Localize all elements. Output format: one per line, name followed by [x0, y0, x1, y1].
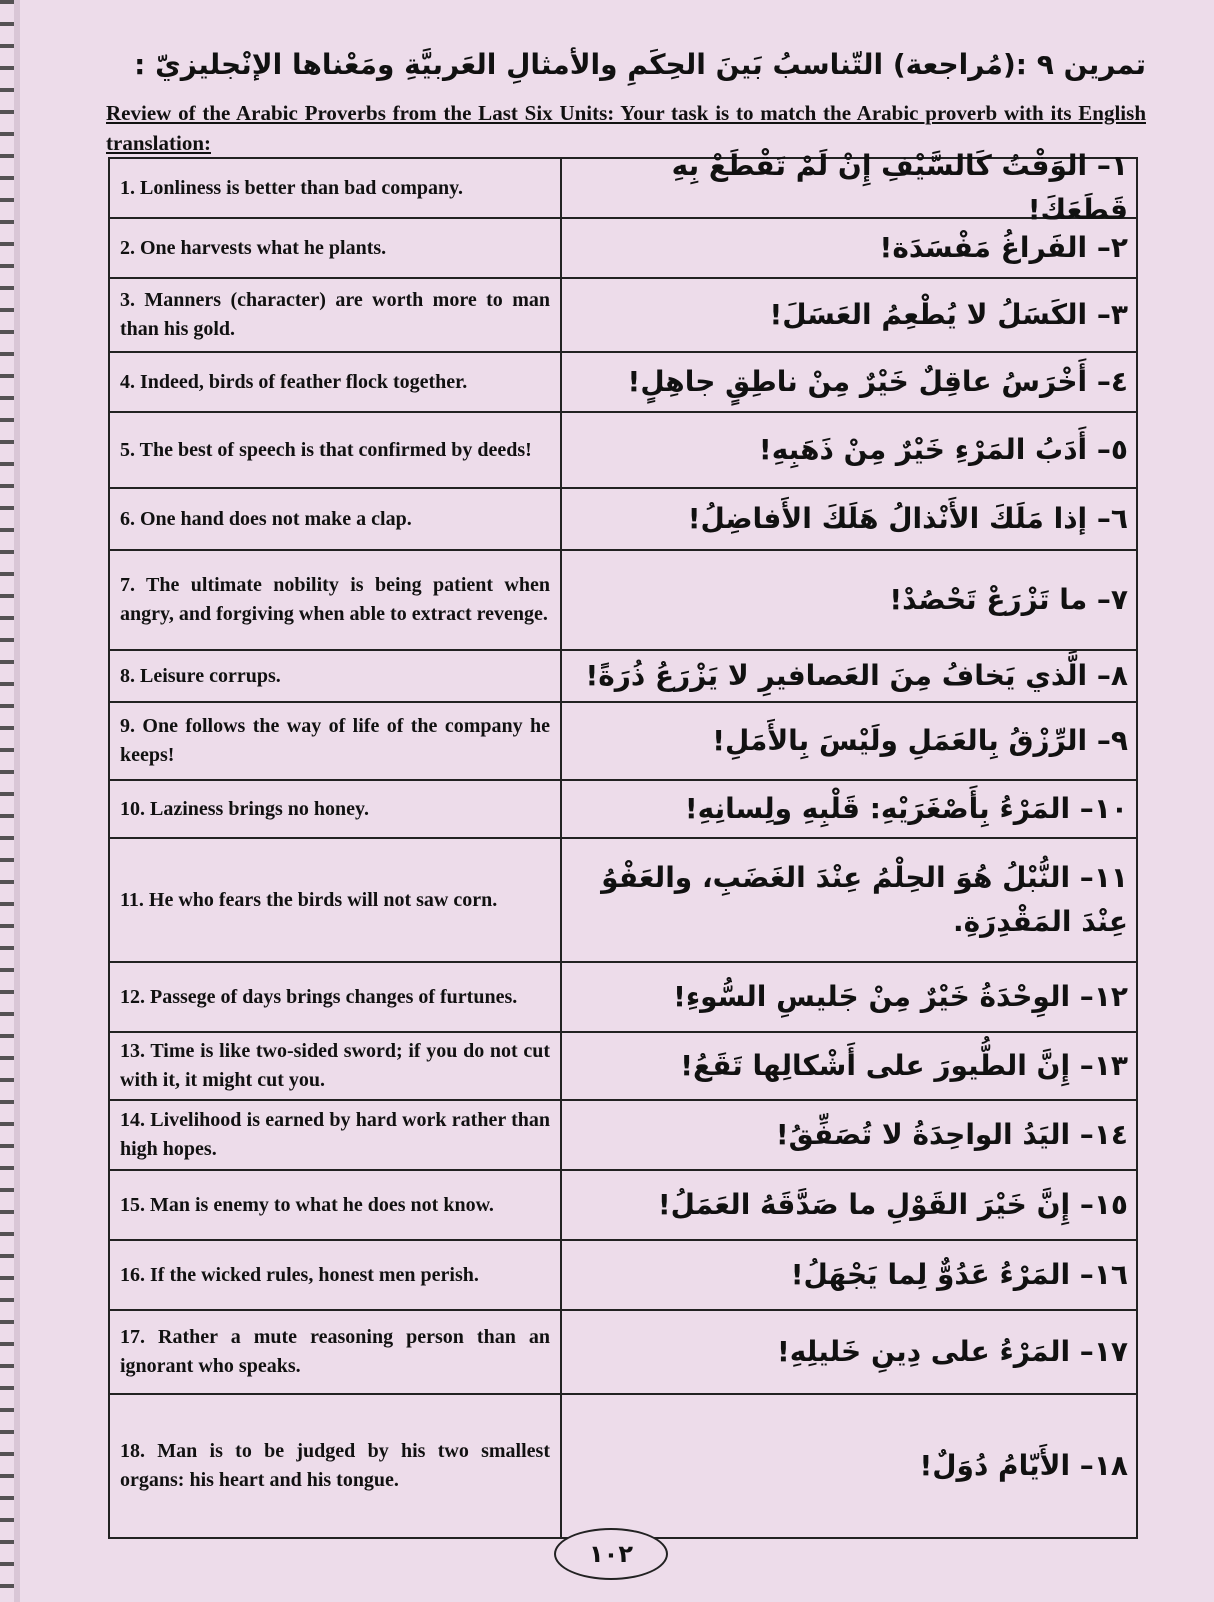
- table-row: [110, 1101, 1136, 1171]
- arabic-cell: ١١– النُّبْلُ هُوَ الحِلْمُ عِنْدَ الغَضَبِ، والعَفْوُ عِنْدَ المَقْدِرَةِ.: [601, 861, 1128, 938]
- table-row: [110, 279, 1136, 353]
- table-row: [110, 963, 1136, 1033]
- table-row: [110, 489, 1136, 551]
- table-row: [110, 353, 1136, 413]
- instructions-text: Review of the Arabic Proverbs from the Last Six Units: Your task is to match the Arabic proverb with its English translation:: [106, 101, 1146, 155]
- arabic-cell: ٨– الَّذي يَخافُ مِنَ العَصافيرِ لا يَزْرَعُ ذُرَةً!: [585, 659, 1128, 692]
- table-row: [110, 1171, 1136, 1241]
- table-row: [110, 1311, 1136, 1395]
- english-cell: 8. Leisure corrups.: [110, 651, 562, 701]
- english-cell: 10. Laziness brings no honey.: [110, 781, 562, 837]
- table-row: [110, 1395, 1136, 1537]
- arabic-cell: ١٥– إِنَّ خَيْرَ القَوْلِ ما صَدَّقَهُ العَمَلُ!: [657, 1188, 1128, 1221]
- table-row: [110, 703, 1136, 781]
- table-row: [110, 651, 1136, 703]
- proverbs-table: [108, 149, 1138, 1539]
- table-row: [110, 219, 1136, 279]
- english-cell: 17. Rather a mute reasoning person than an ignorant who speaks.: [110, 1311, 562, 1393]
- binding-spiral: [0, 0, 14, 1602]
- table-row: [110, 839, 1136, 963]
- english-cell: 9. One follows the way of life of the company he keeps!: [110, 703, 562, 779]
- english-cell: 12. Passege of days brings changes of furtunes.: [110, 963, 562, 1031]
- english-cell: 1. Lonliness is better than bad company.: [110, 159, 562, 217]
- arabic-cell: ٥– أَدَبُ المَرْءِ خَيْرٌ مِنْ ذَهَبِهِ!: [758, 433, 1128, 466]
- english-cell: 16. If the wicked rules, honest men perish.: [110, 1241, 562, 1309]
- english-cell: 11. He who fears the birds will not saw corn.: [110, 839, 562, 961]
- arabic-cell: ٢– الفَراغُ مَفْسَدَة!: [879, 231, 1128, 264]
- arabic-cell: ١٠– المَرْءُ بِأَصْغَرَيْهِ: قَلْبِهِ ولِسانِهِ!: [684, 792, 1128, 825]
- arabic-cell: ٤– أَخْرَسُ عاقِلٌ خَيْرٌ مِنْ ناطِقٍ جاهِلٍ!: [627, 365, 1128, 398]
- table-row: [110, 781, 1136, 839]
- arabic-cell: ١٣– إِنَّ الطُّيورَ على أَشْكالِها تَقَعُ!: [680, 1049, 1128, 1082]
- arabic-cell: ١٢– الوِحْدَةُ خَيْرٌ مِنْ جَليسِ السُّوءِ!: [673, 980, 1128, 1013]
- arabic-cell: ٦– إذا مَلَكَ الأَنْذالُ هَلَكَ الأَفاضِلُ!: [687, 502, 1128, 535]
- table-row: [110, 149, 1136, 226]
- arabic-cell: ١٨– الأَيّامُ دُوَلٌ!: [919, 1449, 1128, 1482]
- english-cell: 13. Time is like two-sided sword; if you do not cut with it, it might cut you.: [110, 1033, 562, 1099]
- exercise-title: تمرين ٩ :(مُراجعة) التّناسبُ بَينَ الحِكَمِ والأمثالِ العَربيَّةِ ومَعْناها الإنْجليزيّ :: [134, 48, 1146, 81]
- english-cell: 18. Man is to be judged by his two smallest organs: his heart and his tongue.: [110, 1395, 562, 1537]
- english-cell: 7. The ultimate nobility is being patient when angry, and forgiving when able to extract revenge.: [110, 551, 562, 649]
- english-cell: 2. One harvests what he plants.: [110, 219, 562, 277]
- arabic-cell: ١٦– المَرْءُ عَدُوٌّ لِما يَجْهَلُ!: [790, 1258, 1128, 1291]
- english-cell: 14. Livelihood is earned by hard work rather than high hopes.: [110, 1101, 562, 1169]
- table-row: [110, 1033, 1136, 1101]
- arabic-cell: ١٧– المَرْءُ على دِينِ خَليلِهِ!: [777, 1335, 1128, 1368]
- arabic-cell: ٩– الرِّزْقُ بِالعَمَلِ ولَيْسَ بِالأَمَلِ!: [712, 724, 1128, 757]
- page-number: ١٠٢: [554, 1528, 668, 1580]
- arabic-cell: ٣– الكَسَلُ لا يُطْعِمُ العَسَلَ!: [769, 298, 1128, 331]
- arabic-cell: ١– الوَقْتُ كَالسَّيْفِ إِنْ لَمْ تَقْطَعْ بِهِ قَطَعَكَ!: [671, 149, 1128, 226]
- english-cell: 5. The best of speech is that confirmed by deeds!: [110, 413, 562, 487]
- arabic-cell: ١٤– اليَدُ الواحِدَةُ لا تُصَفِّقُ!: [775, 1118, 1128, 1151]
- english-cell: 15. Man is enemy to what he does not know.: [110, 1171, 562, 1239]
- english-cell: 4. Indeed, birds of feather flock together.: [110, 353, 562, 411]
- arabic-cell: ٧– ما تَزْرَعْ تَحْصُدْ!: [889, 583, 1128, 616]
- english-cell: 3. Manners (character) are worth more to man than his gold.: [110, 279, 562, 351]
- table-row: [110, 551, 1136, 651]
- page-edge: [14, 0, 20, 1602]
- table-row: [110, 413, 1136, 489]
- table-row: [110, 1241, 1136, 1311]
- english-cell: 6. One hand does not make a clap.: [110, 489, 562, 549]
